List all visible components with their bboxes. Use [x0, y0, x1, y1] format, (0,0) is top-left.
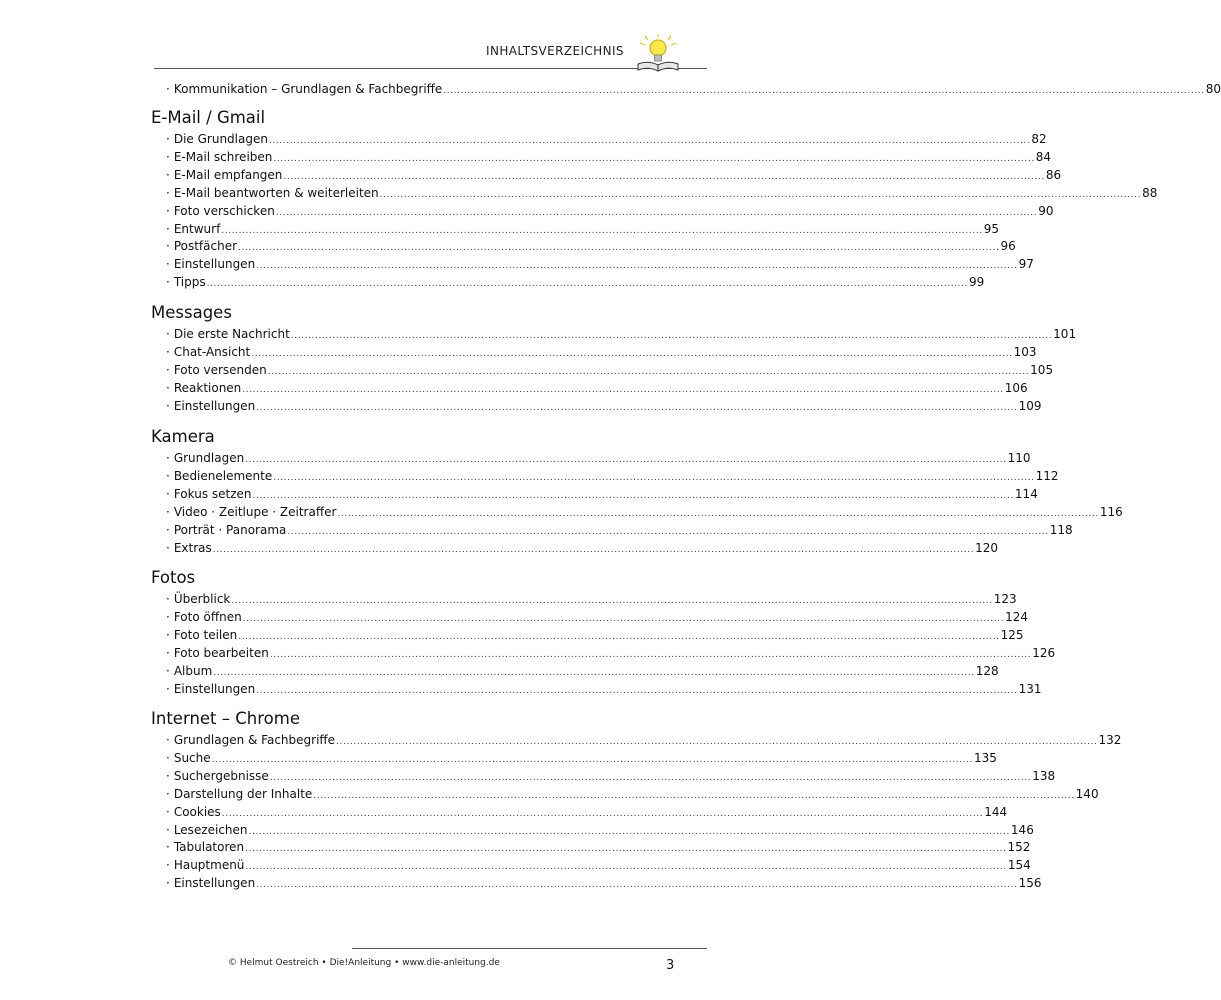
bullet-dot: ·: [166, 540, 170, 555]
toc-entry-page: 144: [984, 804, 1008, 819]
section-title: Kamera: [151, 427, 215, 446]
toc-entry-page: 105: [1030, 362, 1054, 377]
dot-leader: ............................................................................................................................................................................................................................: [238, 243, 1000, 254]
bullet-dot: ·: [166, 645, 170, 660]
toc-entry: [166, 468, 1059, 487]
dot-leader: ............................................................................................................................................................................................................................: [245, 844, 1007, 855]
bullet-dot: ·: [166, 239, 170, 254]
dot-leader: ............................................................................................................................................................................................................................: [290, 331, 1053, 341]
toc-entry: [166, 663, 999, 682]
bullet-dot: ·: [166, 257, 170, 272]
toc-entry-page: 80: [1205, 82, 1221, 96]
toc-entry: [166, 768, 1056, 787]
bullet-dot: ·: [166, 486, 170, 501]
toc-entry-page: 116: [1099, 504, 1123, 519]
bullet-dot: ·: [166, 786, 170, 801]
toc-entry-label: Die Grundlagen: [173, 132, 268, 146]
toc-entry: [166, 203, 1054, 222]
toc-entry-page: 114: [1014, 486, 1038, 501]
toc-entry: [166, 275, 985, 293]
toc-entry: [166, 522, 1073, 541]
toc-entry-label: Porträt · Panorama: [173, 522, 287, 537]
toc-entry-label: Foto teilen: [173, 627, 238, 642]
toc-entry-page: 112: [1035, 468, 1059, 483]
toc-entry-page: 120: [975, 540, 999, 555]
bullet-dot: ·: [166, 522, 170, 537]
bullet-dot: ·: [166, 167, 170, 182]
toc-entry: [166, 486, 1038, 505]
bullet-dot: ·: [166, 750, 170, 765]
toc-entry-page: 90: [1038, 203, 1054, 218]
toc-entry: [166, 627, 1024, 646]
toc-entry: [166, 221, 999, 240]
bullet-dot: ·: [166, 468, 170, 483]
dot-leader: ............................................................................................................................................................................................................................: [212, 544, 975, 555]
dot-leader: ............................................................................................................................................................................................................................: [273, 472, 1035, 483]
toc-entry-label: Grundlagen & Fachbegriffe: [173, 733, 336, 747]
bullet-dot: ·: [166, 82, 170, 96]
toc-entry-page: 118: [1049, 522, 1073, 537]
page-number: 3: [666, 958, 675, 973]
toc-entry-label: Grundlagen: [173, 451, 245, 465]
dot-leader: ............................................................................................................................................................................................................................: [256, 261, 1018, 272]
toc-entry-label: Einstellungen: [173, 398, 256, 413]
dot-leader: ............................................................................................................................................................................................................................: [379, 189, 1142, 200]
bullet-dot: ·: [166, 344, 170, 359]
bullet-dot: ·: [166, 185, 170, 200]
bullet-dot: ·: [166, 876, 170, 891]
toc-entry-label: Tabulatoren: [173, 840, 245, 855]
toc-entry: [166, 681, 1042, 700]
toc-entry-label: Foto öffnen: [173, 609, 242, 624]
toc-entry-label: Tipps: [173, 275, 206, 290]
toc-entry-label: Cookies: [173, 804, 221, 819]
bullet-dot: ·: [166, 609, 170, 624]
toc-entry-label: E-Mail empfangen: [173, 167, 283, 182]
dot-leader: ............................................................................................................................................................................................................................: [221, 808, 984, 819]
toc-entry: [166, 822, 1034, 841]
bullet-dot: ·: [166, 663, 170, 678]
bullet-dot: ·: [166, 822, 170, 837]
toc-entry-page: 152: [1007, 840, 1031, 855]
toc-entry-page: 99: [969, 275, 985, 290]
toc-entry-page: 110: [1007, 451, 1031, 465]
toc-entry-label: Einstellungen: [173, 876, 256, 891]
toc-entry-label: Extras: [173, 540, 212, 555]
toc-entry-page: 82: [1031, 132, 1047, 146]
bullet-dot: ·: [166, 592, 170, 606]
dot-leader: ............................................................................................................................................................................................................................: [256, 880, 1018, 891]
toc-entry-label: Einstellungen: [173, 257, 256, 272]
dot-leader: ............................................................................................................................................................................................................................: [248, 826, 1010, 837]
toc-entry-label: Suchergebnisse: [173, 768, 269, 783]
toc-entry-label: E-Mail schreiben: [173, 149, 273, 164]
dot-leader: ............................................................................................................................................................................................................................: [267, 366, 1030, 377]
dot-leader: ............................................................................................................................................................................................................................: [256, 685, 1018, 696]
toc-entry: [166, 362, 1054, 381]
bullet-dot: ·: [166, 627, 170, 642]
section-title: Fotos: [151, 568, 196, 587]
toc-entry: [166, 82, 1221, 100]
dot-leader: ............................................................................................................................................................................................................................: [211, 754, 974, 765]
toc-entry-label: Die erste Nachricht: [173, 327, 290, 341]
toc-entry: [166, 876, 1042, 894]
footer-credit: © Helmut Oestreich • Die!Anleitung • www.die-anleitung.de: [228, 958, 500, 968]
dot-leader: ............................................................................................................................................................................................................................: [231, 596, 993, 606]
toc-entry-page: 135: [974, 750, 997, 765]
dot-leader: ............................................................................................................................................................................................................................: [337, 508, 1099, 519]
toc-entry-page: 95: [983, 221, 999, 236]
toc-entry-page: 106: [1004, 380, 1028, 395]
toc-entry-label: Lesezeichen: [173, 822, 248, 837]
toc-entry: [166, 750, 997, 769]
toc-entry-label: Überblick: [173, 592, 231, 606]
dot-leader: ............................................................................................................................................................................................................................: [251, 348, 1013, 359]
toc-entry-page: 103: [1013, 344, 1037, 359]
dot-leader: ............................................................................................................................................................................................................................: [313, 790, 1075, 801]
toc-entry: [166, 840, 1031, 858]
toc-entry-label: Chat-Ansicht: [173, 344, 251, 359]
toc-entry-label: Kommunikation – Grundlagen & Fachbegriffe: [173, 82, 443, 96]
toc-entry: [166, 380, 1028, 399]
toc-entry: [166, 239, 1016, 257]
bullet-dot: ·: [166, 275, 170, 290]
toc-entry: [166, 185, 1158, 204]
toc-entry-label: Foto versenden: [173, 362, 267, 377]
bullet-dot: ·: [166, 681, 170, 696]
dot-leader: ............................................................................................................................................................................................................................: [269, 649, 1032, 660]
toc-entry-label: Video · Zeitlupe · Zeitraffer: [173, 504, 337, 519]
dot-leader: ............................................................................................................................................................................................................................: [269, 772, 1032, 783]
bullet-dot: ·: [166, 132, 170, 146]
toc-entry-page: 124: [1005, 609, 1029, 624]
dot-leader: ............................................................................................................................................................................................................................: [245, 455, 1007, 465]
toc-entry-label: Bedienelemente: [173, 468, 273, 483]
dot-leader: ............................................................................................................................................................................................................................: [256, 402, 1018, 413]
toc-entry-label: Foto bearbeiten: [173, 645, 269, 660]
toc-entry: [166, 167, 1062, 186]
bullet-dot: ·: [166, 203, 170, 218]
dot-leader: ............................................................................................................................................................................................................................: [238, 631, 1000, 642]
toc-entry: [166, 451, 1031, 469]
toc-entry-page: 86: [1045, 167, 1062, 182]
toc-entry-label: Fokus setzen: [173, 486, 252, 501]
toc-entry: [166, 645, 1056, 664]
toc-entry-page: 154: [1007, 858, 1031, 873]
toc-entry: [166, 344, 1037, 363]
toc-entry-label: Entwurf: [173, 221, 221, 236]
bullet-dot: ·: [166, 398, 170, 413]
bullet-dot: ·: [166, 733, 170, 747]
toc-entry-label: Suche: [173, 750, 211, 765]
toc-entry-label: Hauptmenü: [173, 858, 245, 873]
section-title: Internet – Chrome: [151, 709, 300, 728]
toc-entry: [166, 327, 1077, 345]
toc-entry: [166, 540, 999, 559]
toc-entry-label: Postfächer: [173, 239, 238, 254]
toc-entry-page: 138: [1032, 768, 1056, 783]
bullet-dot: ·: [166, 504, 170, 519]
toc-entry-page: 97: [1018, 257, 1034, 272]
toc-entry: [166, 858, 1031, 876]
bullet-dot: ·: [166, 858, 170, 873]
toc-entry-label: Album: [173, 663, 213, 678]
toc-entry-page: 123: [993, 592, 1017, 606]
toc-entry: [166, 609, 1029, 628]
toc-entry-page: 96: [1000, 239, 1016, 254]
dot-leader: ............................................................................................................................................................................................................................: [242, 613, 1005, 624]
dot-leader: ............................................................................................................................................................................................................................: [275, 207, 1038, 218]
toc-entry-page: 84: [1035, 149, 1052, 164]
dot-leader: ............................................................................................................................................................................................................................: [213, 667, 975, 678]
toc-entry-page: 132: [1098, 733, 1122, 747]
dot-leader: ............................................................................................................................................................................................................................: [268, 136, 1031, 146]
dot-leader: ............................................................................................................................................................................................................................: [443, 86, 1205, 96]
toc-entry-page: 101: [1053, 327, 1077, 341]
toc-entry-page: 131: [1018, 681, 1042, 696]
bullet-dot: ·: [166, 380, 170, 395]
running-header-title: INHALTSVERZEICHNIS: [486, 44, 624, 58]
bullet-dot: ·: [166, 221, 170, 236]
toc-entry-label: Foto verschicken: [173, 203, 275, 218]
toc-entry: [166, 149, 1052, 168]
dot-leader: ............................................................................................................................................................................................................................: [287, 526, 1049, 537]
footer-rule: [352, 948, 707, 949]
toc-entry-page: 109: [1018, 398, 1042, 413]
bullet-dot: ·: [166, 804, 170, 819]
header-rule: [154, 68, 707, 69]
toc-entry-label: Reaktionen: [173, 380, 242, 395]
toc-entry: [166, 132, 1047, 150]
toc-entry: [166, 257, 1034, 275]
toc-entry: [166, 398, 1042, 417]
dot-leader: ............................................................................................................................................................................................................................: [336, 737, 1098, 747]
toc-entry: [166, 504, 1123, 523]
toc-entry-page: 88: [1142, 185, 1158, 200]
section-title: E-Mail / Gmail: [151, 108, 266, 127]
bullet-dot: ·: [166, 768, 170, 783]
dot-leader: ............................................................................................................................................................................................................................: [252, 490, 1014, 501]
toc-entry-label: Einstellungen: [173, 681, 256, 696]
bullet-dot: ·: [166, 327, 170, 341]
toc-entry-page: 128: [975, 663, 999, 678]
bullet-dot: ·: [166, 451, 170, 465]
toc-entry-label: E-Mail beantworten & weiterleiten: [173, 185, 379, 200]
toc-entry-page: 125: [1000, 627, 1024, 642]
toc-entry-page: 146: [1010, 822, 1034, 837]
dot-leader: ............................................................................................................................................................................................................................: [245, 862, 1007, 873]
dot-leader: ............................................................................................................................................................................................................................: [283, 171, 1045, 182]
toc-entry: [166, 733, 1122, 751]
toc-entry-page: 156: [1018, 876, 1042, 891]
dot-leader: ............................................................................................................................................................................................................................: [242, 384, 1004, 395]
bullet-dot: ·: [166, 149, 170, 164]
lightbulb-book-icon: [636, 34, 680, 74]
toc-entry: [166, 592, 1017, 610]
toc-entry-page: 140: [1075, 786, 1099, 801]
dot-leader: ............................................................................................................................................................................................................................: [221, 225, 983, 236]
toc-entry: [166, 786, 1099, 805]
toc-entry-label: Darstellung der Inhalte: [173, 786, 313, 801]
bullet-dot: ·: [166, 840, 170, 855]
bullet-dot: ·: [166, 362, 170, 377]
toc-entry: [166, 804, 1008, 823]
toc-entry-page: 126: [1032, 645, 1056, 660]
dot-leader: ............................................................................................................................................................................................................................: [206, 279, 968, 290]
dot-leader: ............................................................................................................................................................................................................................: [273, 153, 1035, 164]
section-title: Messages: [151, 303, 232, 322]
